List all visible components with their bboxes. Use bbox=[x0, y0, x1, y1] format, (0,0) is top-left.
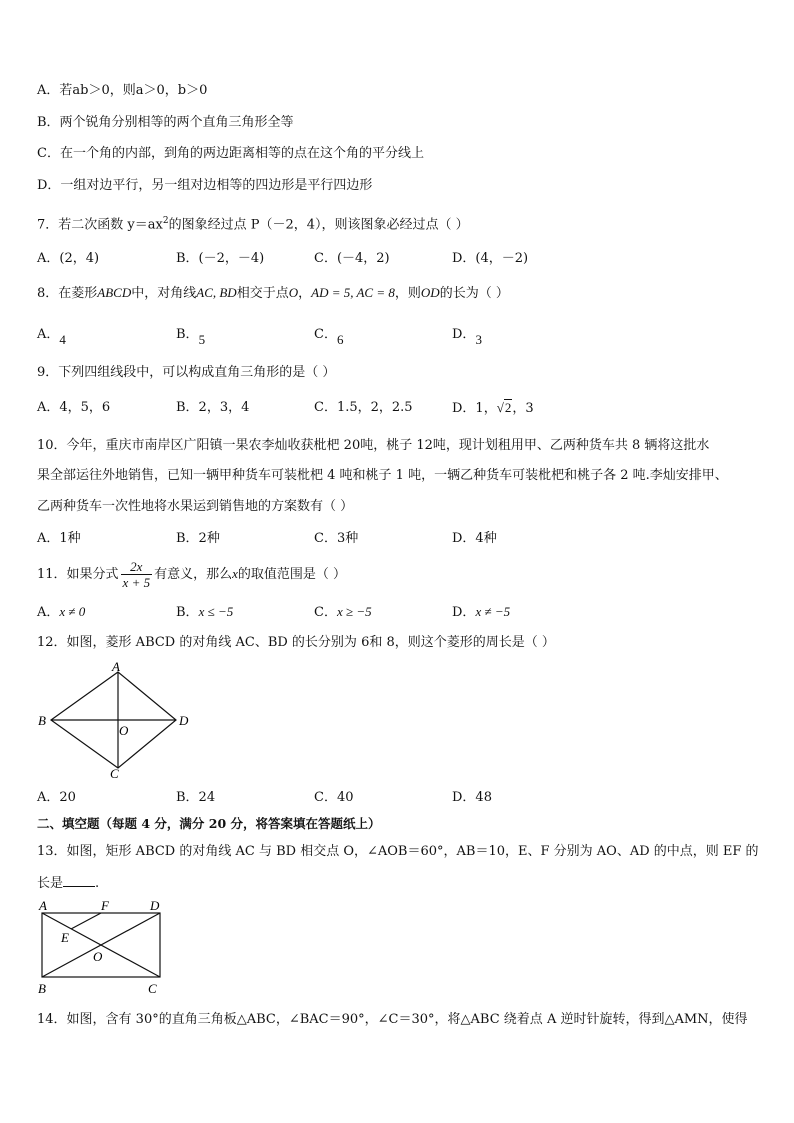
q9-option-d bbox=[452, 399, 534, 418]
q11-option-b bbox=[176, 603, 233, 622]
q8-p5: ，则 bbox=[394, 286, 421, 301]
q11-var: x bbox=[232, 566, 238, 581]
q8-a-value: 4 bbox=[59, 332, 66, 347]
q12-label-o: O bbox=[119, 723, 129, 738]
q12-rhombus-figure bbox=[34, 658, 204, 784]
q8-b-label: B． bbox=[176, 327, 199, 342]
answer-blank bbox=[63, 874, 95, 887]
q13-rectangle-figure bbox=[34, 896, 169, 1000]
q8-c-value: 6 bbox=[336, 332, 344, 347]
q10-option-d: D．4种 bbox=[452, 531, 497, 546]
q13-label-d: D bbox=[150, 898, 160, 913]
q7-option-a: A．(2，4) bbox=[37, 251, 100, 266]
q6-option-c: C．在一个角的内部，到角的两边距离相等的点在这个角的平分线上 bbox=[37, 146, 424, 161]
q11-option-a bbox=[37, 603, 85, 622]
sqrt-symbol: √2 bbox=[496, 400, 512, 415]
q9-d-post: ，3 bbox=[512, 401, 534, 416]
q9-option-a: A．4，5，6 bbox=[37, 400, 111, 415]
q11-c-label: C． bbox=[314, 605, 337, 620]
q11-pre: 11．如果分式 bbox=[37, 567, 119, 582]
q8-m1: ABCD bbox=[97, 285, 132, 300]
q11-d-label: D． bbox=[452, 605, 476, 620]
q12-label-b: B bbox=[38, 713, 46, 728]
q8-m5: OD bbox=[420, 285, 440, 300]
segment-ef bbox=[71, 913, 101, 929]
q13-label-o: O bbox=[93, 949, 103, 964]
q8-option-d bbox=[452, 325, 482, 347]
q13-line2-pre: 长是 bbox=[37, 876, 64, 891]
q9-d-pre: D．1， bbox=[452, 401, 497, 416]
q11-denominator: x + 5 bbox=[122, 575, 151, 590]
q8-m2: AC, BD bbox=[196, 285, 237, 300]
q11-option-c bbox=[314, 603, 372, 622]
q9-option-b: B．2，3，4 bbox=[176, 400, 250, 415]
q8-b-value: 5 bbox=[198, 332, 206, 347]
q8-d-label: D． bbox=[452, 327, 476, 342]
q7-stem bbox=[37, 212, 469, 234]
q11-stem bbox=[37, 557, 346, 592]
q6-option-b: B．两个锐角分别相等的两个直角三角形全等 bbox=[37, 115, 294, 130]
q8-p2: 中，对角线 bbox=[131, 286, 197, 301]
q10-line3: 乙两种货车一次性地将水果运到销售地的方案数有（ ） bbox=[37, 499, 354, 514]
q10-line1: 10．今年，重庆市南岸区广阳镇一果农李灿收获枇杷 20吨，桃子 12吨，现计划租用甲、乙两种货车共 8 辆将这批水 bbox=[37, 438, 710, 453]
q8-a-label: A． bbox=[37, 327, 60, 342]
q12-label-d: D bbox=[179, 713, 189, 728]
q11-mid: 有意义，那么 bbox=[154, 567, 233, 582]
q11-post: 的取值范围是（ ） bbox=[237, 567, 347, 582]
q8-stem bbox=[37, 284, 509, 303]
section-heading: 二、填空题（每题 4 分，满分 20 分，将答案填在答题纸上） bbox=[37, 816, 381, 831]
q8-m4: AD = 5, AC = 8 bbox=[311, 285, 395, 300]
q9-d-radicand: 2 bbox=[504, 400, 512, 415]
q7-option-b: B．(－2，－4) bbox=[176, 251, 265, 266]
q11-b-label: B． bbox=[176, 605, 199, 620]
q13-label-f: F bbox=[101, 898, 109, 913]
q9-stem: 9．下列四组线段中，可以构成直角三角形的是（ ） bbox=[37, 365, 336, 380]
q12-label-c: C bbox=[110, 766, 119, 781]
q8-c-label: C． bbox=[314, 327, 337, 342]
q13-line1: 13．如图，矩形 ABCD 的对角线 AC 与 BD 相交点 O，∠AOB＝60°，AB＝10，E、F 分别为 AO、AD 的中点，则 EF 的 bbox=[37, 844, 759, 859]
q8-p3: 相交于点 bbox=[236, 286, 289, 301]
q8-option-a bbox=[37, 325, 66, 347]
q13-line2-post: . bbox=[95, 876, 100, 891]
q11-a-value: x ≠ 0 bbox=[59, 604, 86, 619]
q11-fraction bbox=[121, 559, 153, 590]
q8-d-value: 3 bbox=[475, 332, 482, 347]
q10-option-b: B．2种 bbox=[176, 531, 220, 546]
q8-option-b bbox=[176, 325, 206, 347]
q7-option-c: C．(－4，2) bbox=[314, 251, 390, 266]
q7-stem-a: 7．若二次函数 y＝ax bbox=[37, 217, 163, 233]
q14-line1: 14．如图，含有 30°的直角三角板△ABC，∠BAC＝90°，∠C＝30°，将△ABC 绕着点 A 逆时针旋转，得到△AMN，使得 bbox=[37, 1012, 748, 1027]
q13-label-a: A bbox=[39, 898, 47, 913]
q8-p6: 的长为（ ） bbox=[439, 286, 509, 301]
q7-stem-b: 的图象经过点 P（－2，4），则该图象必经过点（ ） bbox=[168, 217, 469, 233]
q8-p4: ， bbox=[298, 286, 312, 301]
q12-stem: 12．如图，菱形 ABCD 的对角线 AC、BD 的长分别为 6和 8，则这个菱形的周长是（ ） bbox=[37, 635, 555, 650]
q12-option-b: B．24 bbox=[176, 790, 216, 805]
q8-p1: 8．在菱形 bbox=[37, 286, 98, 301]
q11-numerator: 2x bbox=[121, 559, 153, 575]
q11-b-value: x ≤ −5 bbox=[198, 604, 234, 619]
q12-option-c: C．40 bbox=[314, 790, 354, 805]
q11-a-label: A． bbox=[37, 605, 60, 620]
q11-option-d bbox=[452, 603, 510, 622]
q12-option-a: A．20 bbox=[37, 790, 76, 805]
q6-option-a: A．若ab＞0，则a＞0，b＞0 bbox=[37, 83, 208, 98]
q12-label-a: A bbox=[112, 659, 120, 674]
q8-option-c bbox=[314, 325, 344, 347]
q13-label-e: E bbox=[61, 930, 69, 945]
q7-option-d: D．(4，－2) bbox=[452, 251, 529, 266]
q13-label-c: C bbox=[148, 981, 157, 996]
q12-option-d: D．48 bbox=[452, 790, 492, 805]
q10-option-c: C．3种 bbox=[314, 531, 359, 546]
q9-option-c: C．1.5，2，2.5 bbox=[314, 400, 413, 415]
q6-option-d: D．一组对边平行，另一组对边相等的四边形是平行四边形 bbox=[37, 178, 373, 193]
q11-d-value: x ≠ −5 bbox=[475, 604, 511, 619]
q10-option-a: A．1种 bbox=[37, 531, 81, 546]
q13-line2 bbox=[37, 874, 99, 893]
q13-label-b: B bbox=[38, 981, 46, 996]
q11-c-value: x ≥ −5 bbox=[336, 604, 372, 619]
q7-stem-sup: 2 bbox=[162, 216, 169, 226]
q10-line2: 果全部运往外地销售，已知一辆甲种货车可装枇杷 4 吨和桃子 1 吨，一辆乙种货车可装枇杷和桃子各 2 吨.李灿安排甲、 bbox=[37, 468, 728, 483]
q8-m3: O bbox=[288, 285, 299, 300]
